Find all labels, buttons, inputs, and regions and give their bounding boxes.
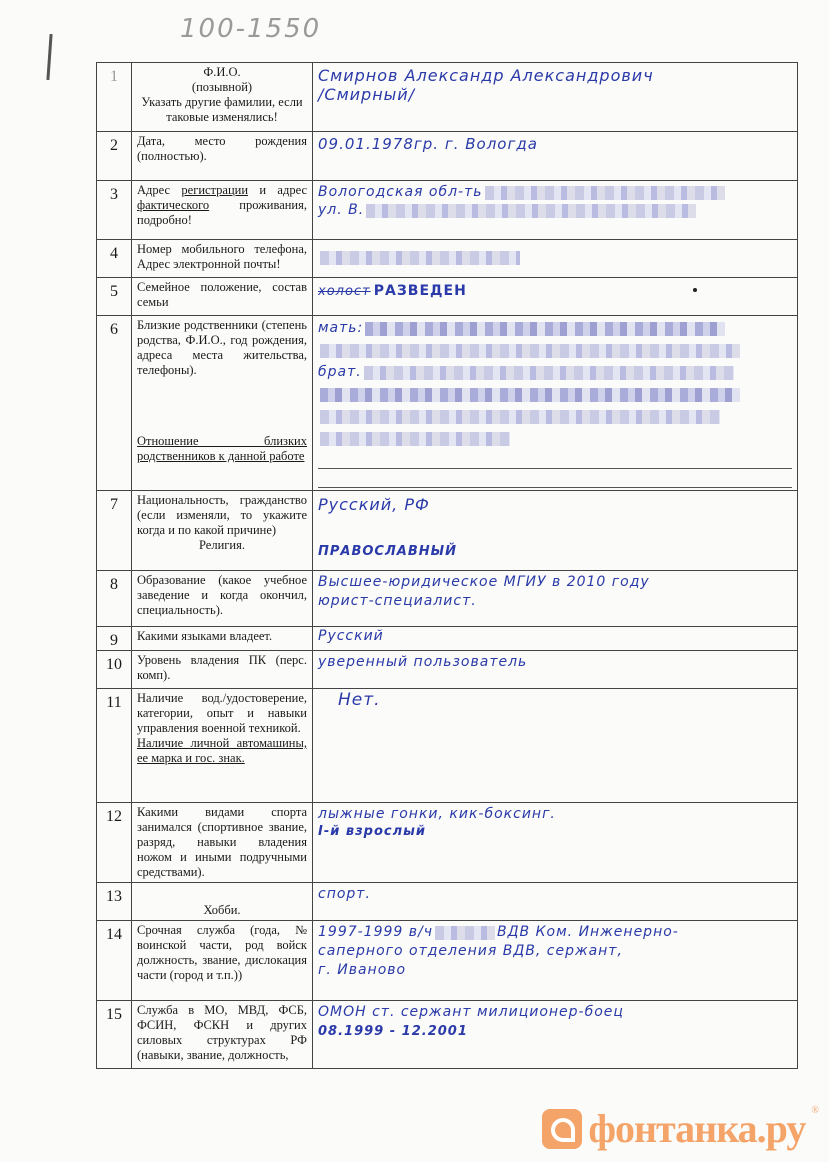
question-text: Образование (какое учебное заведение и когда окончил, специальность). [132, 571, 313, 627]
question-cell [132, 689, 313, 803]
redacted-block [435, 926, 495, 940]
row-number: 14 [97, 921, 132, 1001]
table-row [97, 921, 798, 1001]
answer-line: ПРАВОСЛАВНЫЙ [318, 544, 457, 559]
answer-line: ВДВ Ком. Инженерно- [497, 924, 679, 940]
redacted-block [365, 322, 725, 336]
answer-cell [313, 132, 798, 181]
redacted-block [320, 344, 740, 358]
answer-cell [313, 63, 798, 132]
answer-cell [313, 651, 798, 689]
row-number: 8 [97, 571, 132, 627]
question-text: Близкие родственники (степень родства, Ф.И.О., год рождения, адреса места жительства, телефоны). [137, 318, 307, 377]
question-text: Какими языками владеет. [132, 627, 313, 651]
registered-mark: ® [811, 1105, 819, 1116]
answer-line: лыжные гонки, кик-боксинг. [318, 806, 556, 822]
answer-cell [313, 883, 798, 921]
answer-line: уверенный пользователь [318, 654, 528, 670]
question-text: Хобби. [132, 883, 313, 921]
answer-line: Вологодская обл-ть [318, 184, 483, 200]
question-text: Религия. [199, 538, 245, 552]
answer-line: 08.1999 - 12.2001 [318, 1024, 468, 1039]
question-text-underlined: Наличие личной автомашины, ее марка и гос. знак. [137, 736, 307, 765]
answer-line: I-й взрослый [318, 824, 426, 839]
row-number: 3 [97, 181, 132, 240]
table-row [97, 278, 798, 316]
answer-cell [313, 689, 798, 803]
table-row [97, 1001, 798, 1069]
watermark-text: фонтанка.ру [588, 1106, 806, 1151]
table-row [97, 627, 798, 651]
answer-line: ОМОН ст. сержант милиционер-боец [318, 1004, 624, 1020]
answer-cell [313, 316, 798, 491]
redacted-block [364, 366, 734, 380]
question-text: Семейное положение, состав семьи [132, 278, 313, 316]
row-number: 12 [97, 803, 132, 883]
table-row [97, 803, 798, 883]
answer-cell [313, 627, 798, 651]
row-number: 7 [97, 491, 132, 571]
question-text: Срочная служба (года, № воинской части, род войск должность, звание, дислокация части (город и т.п.)) [132, 921, 313, 1001]
row-number: 6 [97, 316, 132, 491]
table-row [97, 689, 798, 803]
row-number: 2 [97, 132, 132, 181]
question-text: Какими видами спорта занимался (спортивное звание, разряд, навыки владения ножом и иными подручными средствами). [132, 803, 313, 883]
question-text-underlined: регистрации [181, 183, 249, 197]
table-row [97, 240, 798, 278]
document-number: 100-1550 [180, 14, 322, 44]
question-text: Служба в МО, МВД, ФСБ, ФСИН, ФСКН и других силовых структурах РФ (навыки, звание, должность, [132, 1001, 313, 1069]
answer-cell [313, 278, 798, 316]
answer-cell [313, 803, 798, 883]
question-cell [132, 316, 313, 491]
redacted-block [485, 186, 725, 200]
table-row [97, 491, 798, 571]
questionnaire-table [96, 62, 798, 1069]
row-number: 5 [97, 278, 132, 316]
redacted-block [320, 388, 740, 402]
answer-line: 1997-1999 в/ч [318, 924, 433, 940]
question-text: Адрес [137, 183, 182, 197]
question-text: Уровень владения ПК (перс. комп). [132, 651, 313, 689]
answer-line: спорт. [318, 886, 371, 902]
question-cell [132, 491, 313, 571]
answer-line: мать: [318, 320, 364, 336]
answer-line: Нет. [338, 690, 381, 710]
question-text-underlined: фактического [137, 198, 210, 212]
row-number: 4 [97, 240, 132, 278]
answer-line: Смирнов Александр Александрович [318, 66, 654, 85]
answer-line: ул. В. [318, 202, 365, 219]
answer-line: брат. [318, 364, 362, 380]
table-row [97, 132, 798, 181]
redacted-block [320, 410, 720, 424]
row-number: 10 [97, 651, 132, 689]
row-number: 1 [97, 63, 132, 132]
answer-line: саперного отделения ВДВ, сержант, [318, 943, 623, 960]
table-row [97, 63, 798, 132]
redacted-block [320, 432, 510, 446]
question-text: Национальность, гражданство (если изменяли, то укажите когда и по какой причине) [137, 493, 307, 537]
question-subtitle: (позывной) [191, 80, 253, 94]
answer-cell [313, 491, 798, 571]
fontanka-logo-icon [542, 1109, 582, 1149]
table-row [97, 181, 798, 240]
redacted-block [366, 204, 696, 218]
answer-cell [313, 921, 798, 1001]
row-number: 13 [97, 883, 132, 921]
answer-cell [313, 571, 798, 627]
question-text: Указать другие фамилии, если таковые изменялись! [141, 95, 303, 124]
answer-line: /Смирный/ [318, 85, 416, 104]
question-text: Дата, место рождения (полностью). [132, 132, 313, 181]
answer-line: 09.01.1978гр. г. Вологда [318, 135, 538, 153]
table-row [97, 883, 798, 921]
answer-strikethrough: холост [318, 284, 371, 299]
answer-line: РАЗВЕДЕН [373, 283, 467, 299]
answer-line: юрист-специалист. [318, 593, 477, 609]
answer-line: г. Иваново [318, 962, 407, 979]
question-title: Ф.И.О. [203, 65, 241, 79]
question-text: проживания, подробно! [137, 198, 307, 227]
row-number: 9 [97, 627, 132, 651]
question-text-underlined: Отношение близких родственников к данной работе [137, 434, 307, 463]
question-cell [132, 181, 313, 240]
answer-cell [313, 240, 798, 278]
answer-line: Высшее-юридическое МГИУ в 2010 году [318, 574, 650, 590]
blank-line [318, 473, 792, 488]
row-number: 11 [97, 689, 132, 803]
question-text: Наличие вод./удостоверение, категории, опыт и навыки управления военной техникой. [137, 691, 307, 735]
answer-cell [313, 1001, 798, 1069]
ink-dot [693, 288, 697, 292]
question-text: и адрес [248, 183, 307, 197]
table-row [97, 651, 798, 689]
margin-mark [46, 34, 52, 80]
answer-cell [313, 181, 798, 240]
question-cell [132, 63, 313, 132]
answer-line: Русский, РФ [318, 495, 430, 514]
table-row [97, 571, 798, 627]
watermark [542, 1105, 819, 1152]
row-number: 15 [97, 1001, 132, 1069]
blank-line [318, 454, 792, 469]
question-text: Номер мобильного телефона, Адрес электронной почты! [132, 240, 313, 278]
table-row [97, 316, 798, 491]
redacted-block [320, 251, 520, 265]
answer-line: Русский [318, 628, 384, 644]
